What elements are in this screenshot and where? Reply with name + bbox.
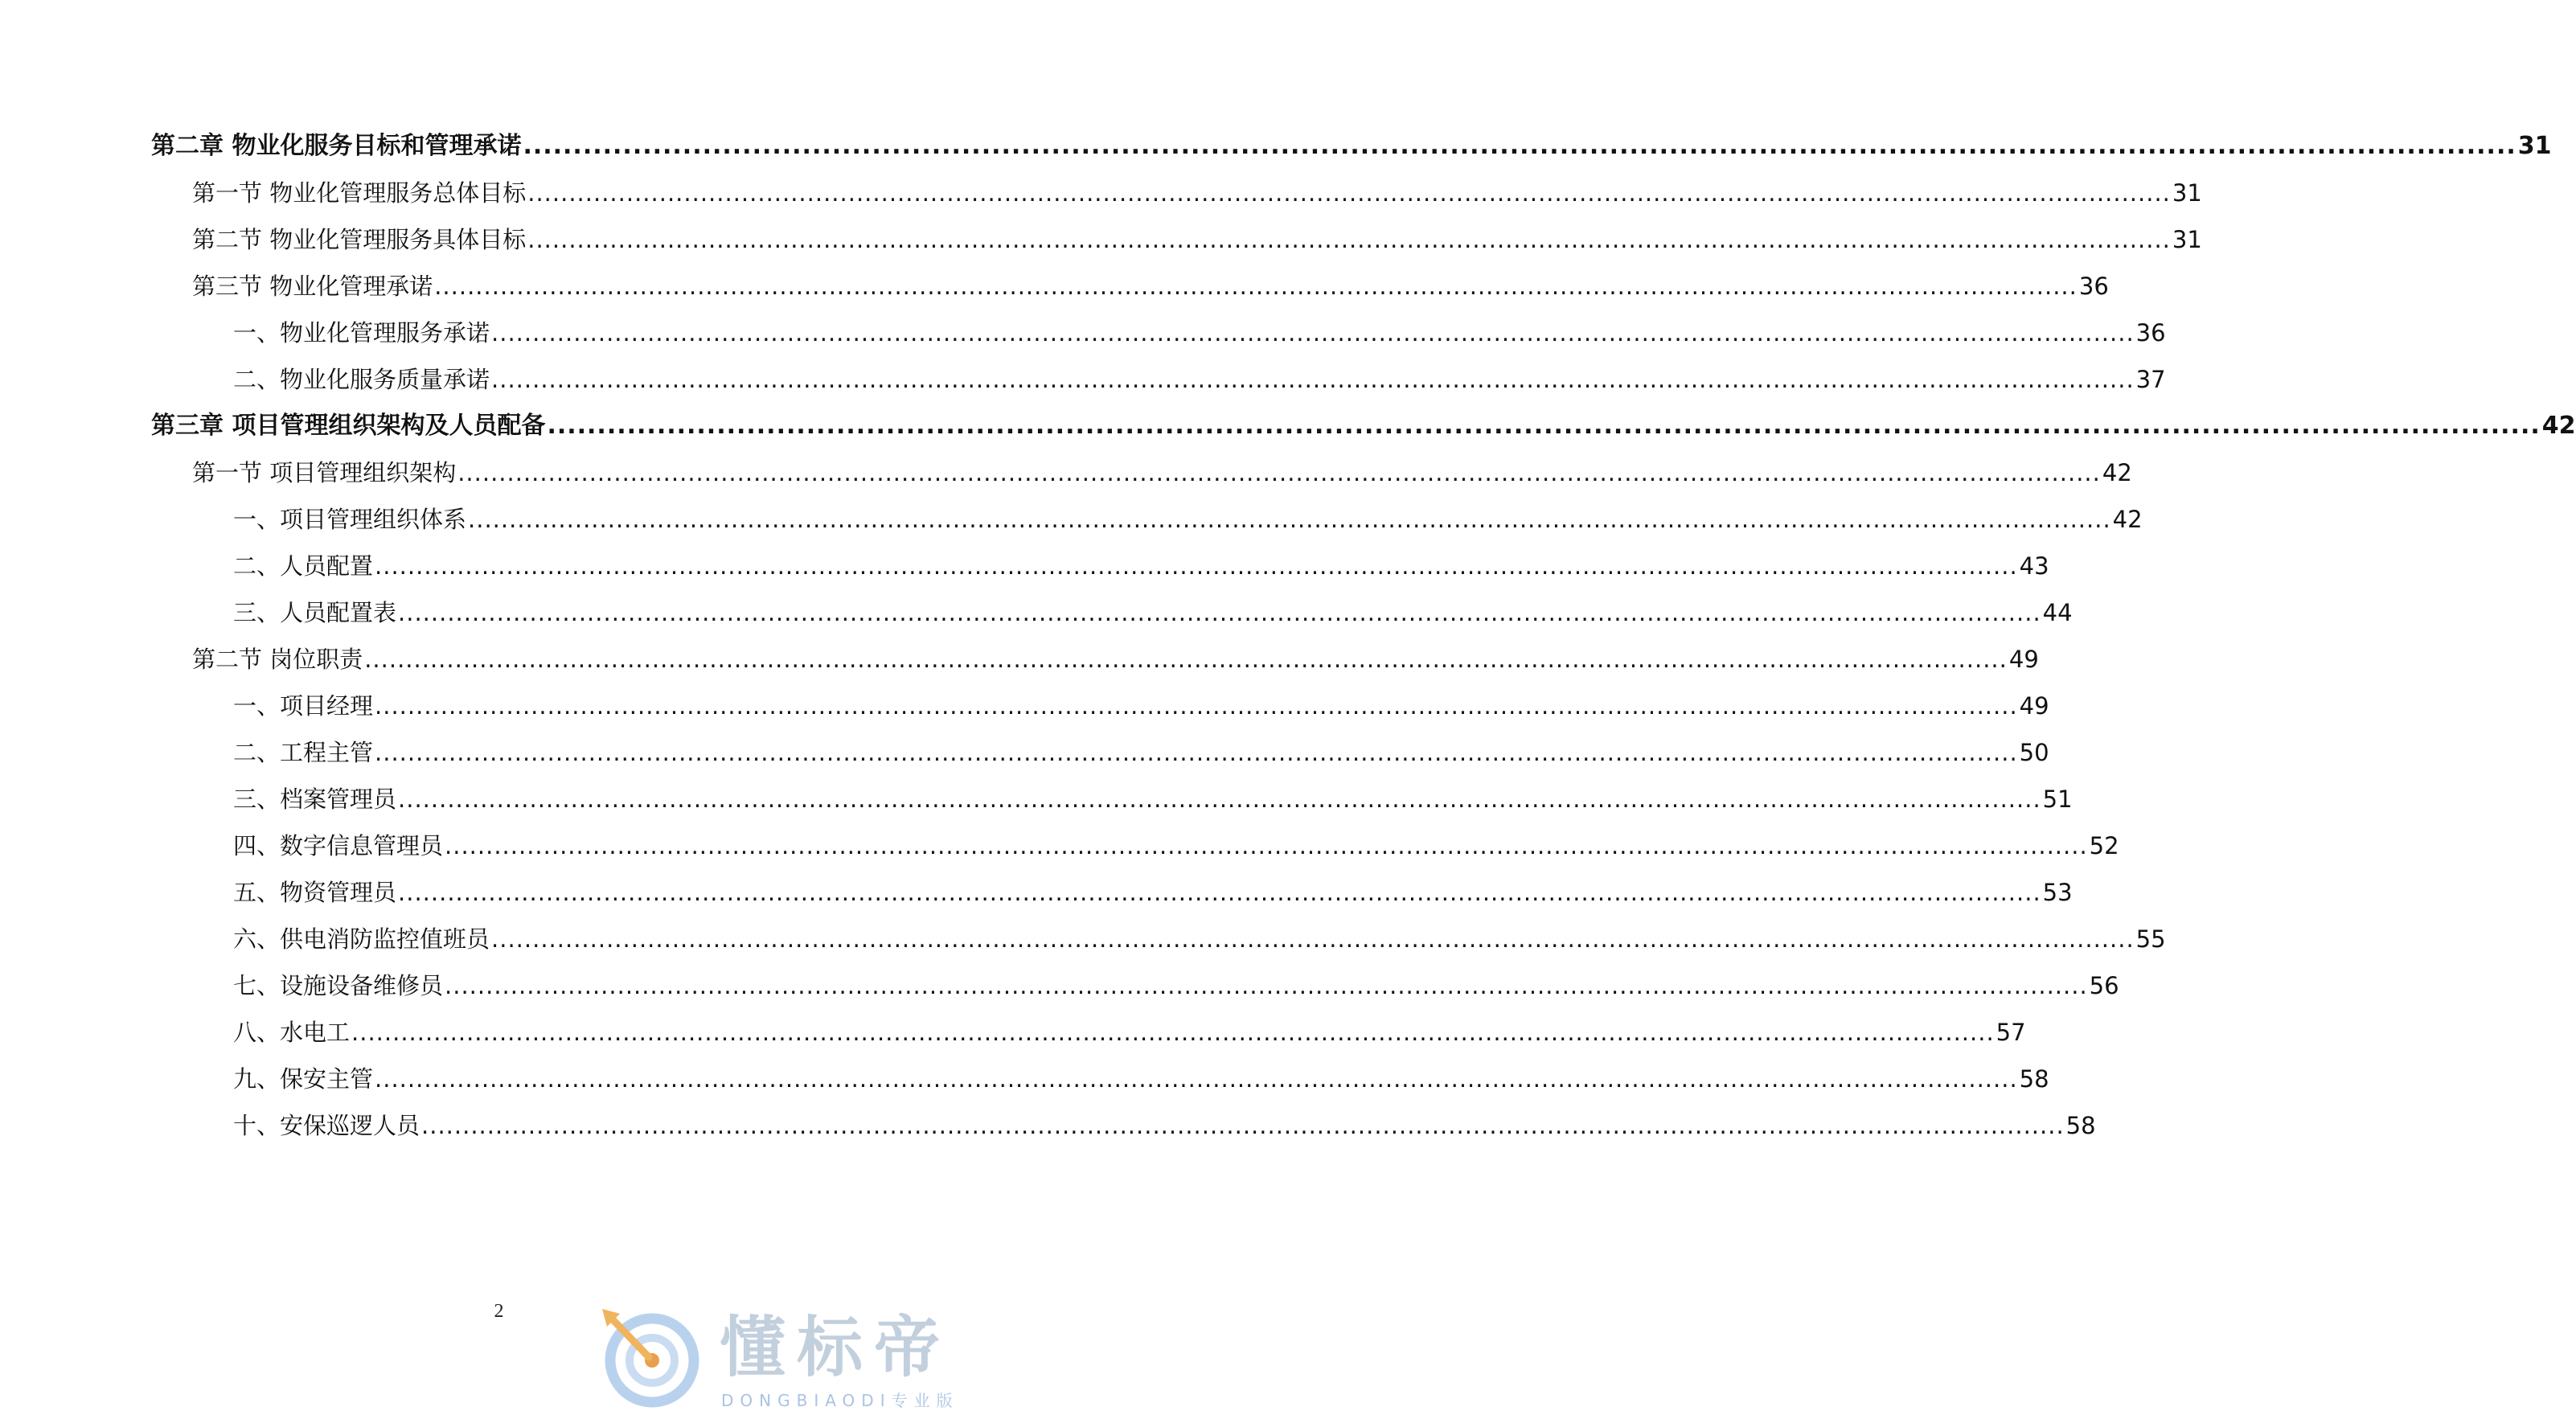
toc-dot-leader: ........................................................................................................................................................................................................ bbox=[375, 1065, 2018, 1093]
toc-entry[interactable] bbox=[233, 875, 2073, 910]
toc-entry-title: 六、供电消防监控值班员 bbox=[233, 925, 490, 953]
toc-entry-title: 二、物业化服务质量承诺 bbox=[233, 366, 490, 393]
toc-dot-leader: ........................................................................................................................................................................................................ bbox=[398, 599, 2041, 626]
toc-entry-page: 31 bbox=[2172, 179, 2202, 207]
toc-dot-leader: ........................................................................................................................................................................................................ bbox=[523, 132, 2517, 160]
toc-entry[interactable] bbox=[233, 1015, 2026, 1050]
toc-entry[interactable] bbox=[233, 1108, 2096, 1143]
watermark-brand: 懂标帝 bbox=[720, 1310, 952, 1386]
toc-entry-page: 36 bbox=[2135, 319, 2166, 347]
toc-entry[interactable] bbox=[151, 408, 2576, 444]
toc-entry-page: 58 bbox=[2019, 1065, 2049, 1093]
toc-entry-page: 52 bbox=[2089, 832, 2119, 859]
toc-dot-leader: ........................................................................................................................................................................................................ bbox=[421, 1112, 2065, 1139]
toc-dot-leader: ........................................................................................................................................................................................................ bbox=[351, 1019, 1995, 1046]
toc-entry[interactable] bbox=[233, 968, 2119, 1003]
toc-dot-leader: ........................................................................................................................................................................................................ bbox=[527, 179, 2171, 207]
toc-entry[interactable] bbox=[192, 269, 2109, 304]
toc-dot-leader: ........................................................................................................................................................................................................ bbox=[364, 646, 2008, 673]
toc-entry-title: 第二章 物业化服务目标和管理承诺 bbox=[151, 132, 522, 160]
toc-entry[interactable] bbox=[233, 688, 2049, 724]
toc-entry[interactable] bbox=[233, 921, 2166, 957]
toc-entry-title: 一、物业化管理服务承诺 bbox=[233, 319, 490, 347]
toc-entry[interactable] bbox=[192, 455, 2132, 490]
toc-dot-leader: ........................................................................................................................................................................................................ bbox=[527, 226, 2171, 253]
watermark-subtitle: DONGBIAODI专业版 bbox=[721, 1391, 959, 1410]
toc-entry-page: 51 bbox=[2042, 785, 2073, 813]
toc-entry[interactable] bbox=[233, 315, 2166, 351]
toc-entry[interactable] bbox=[233, 735, 2049, 770]
toc-dot-leader: ........................................................................................................................................................................................................ bbox=[457, 459, 2101, 486]
toc-entry-page: 57 bbox=[1996, 1019, 2026, 1046]
toc-dot-leader: ........................................................................................................................................................................................................ bbox=[375, 739, 2018, 766]
toc-dot-leader: ........................................................................................................................................................................................................ bbox=[445, 832, 2088, 859]
toc-entry-page: 50 bbox=[2019, 739, 2049, 766]
toc-entry-page: 37 bbox=[2135, 366, 2166, 393]
toc-entry-page: 42 bbox=[2112, 506, 2143, 533]
toc-entry-page: 42 bbox=[2102, 459, 2132, 486]
toc-entry-page: 44 bbox=[2042, 599, 2073, 626]
toc-entry[interactable] bbox=[233, 1061, 2049, 1097]
toc-entry-title: 十、安保巡逻人员 bbox=[233, 1112, 420, 1139]
page-number: 2 bbox=[494, 1301, 504, 1322]
toc-dot-leader: ........................................................................................................................................................................................................ bbox=[468, 506, 2111, 533]
toc-dot-leader: ........................................................................................................................................................................................................ bbox=[434, 273, 2078, 300]
toc-entry-title: 一、项目管理组织体系 bbox=[233, 506, 467, 533]
watermark bbox=[599, 1307, 985, 1410]
toc-entry-title: 三、人员配置表 bbox=[233, 599, 397, 626]
toc-entry-title: 第二节 物业化管理服务具体目标 bbox=[192, 226, 527, 253]
toc-entry[interactable] bbox=[192, 222, 2202, 257]
toc-dot-leader: ........................................................................................................................................................................................................ bbox=[547, 412, 2541, 440]
toc-entry[interactable] bbox=[233, 595, 2073, 630]
toc-entry[interactable] bbox=[233, 828, 2119, 863]
toc-dot-leader: ........................................................................................................................................................................................................ bbox=[398, 879, 2041, 906]
toc-entry-page: 53 bbox=[2042, 879, 2073, 906]
toc-entry-title: 八、水电工 bbox=[233, 1019, 351, 1046]
toc-entry[interactable] bbox=[192, 642, 2039, 677]
toc-entry-page: 42 bbox=[2541, 412, 2576, 440]
toc-entry-title: 二、人员配置 bbox=[233, 552, 374, 580]
toc-entry-page: 31 bbox=[2172, 226, 2202, 253]
toc-dot-leader: ........................................................................................................................................................................................................ bbox=[445, 972, 2088, 999]
toc-entry[interactable] bbox=[192, 175, 2202, 211]
toc-dot-leader: ........................................................................................................................................................................................................ bbox=[491, 366, 2135, 393]
toc-entry-page: 56 bbox=[2089, 972, 2119, 999]
toc-entry[interactable] bbox=[233, 362, 2166, 397]
toc-entry-title: 九、保安主管 bbox=[233, 1065, 374, 1093]
toc-entry[interactable] bbox=[233, 781, 2073, 817]
toc-entry[interactable] bbox=[233, 548, 2049, 584]
toc-dot-leader: ........................................................................................................................................................................................................ bbox=[375, 692, 2018, 720]
toc-entry-title: 第二节 岗位职责 bbox=[192, 646, 363, 673]
toc-dot-leader: ........................................................................................................................................................................................................ bbox=[491, 319, 2135, 347]
toc-entry-title: 一、项目经理 bbox=[233, 692, 374, 720]
toc-dot-leader: ........................................................................................................................................................................................................ bbox=[491, 925, 2135, 953]
toc-entry-title: 三、档案管理员 bbox=[233, 785, 397, 813]
toc-entry-page: 49 bbox=[2008, 646, 2039, 673]
toc-entry-title: 第一节 物业化管理服务总体目标 bbox=[192, 179, 527, 207]
toc-dot-leader: ........................................................................................................................................................................................................ bbox=[375, 552, 2018, 580]
toc-entry-page: 36 bbox=[2078, 273, 2109, 300]
toc-entry-page: 43 bbox=[2019, 552, 2049, 580]
toc-dot-leader: ........................................................................................................................................................................................................ bbox=[398, 785, 2041, 813]
target-arrow-icon bbox=[599, 1307, 703, 1410]
toc-entry-title: 第一节 项目管理组织架构 bbox=[192, 459, 457, 486]
toc-entry-page: 55 bbox=[2135, 925, 2166, 953]
toc-entry[interactable] bbox=[233, 502, 2143, 537]
toc-entry-title: 二、工程主管 bbox=[233, 739, 374, 766]
toc-entry-page: 49 bbox=[2019, 692, 2049, 720]
toc-entry-title: 第三章 项目管理组织架构及人员配备 bbox=[151, 412, 546, 440]
toc-entry-title: 五、物资管理员 bbox=[233, 879, 397, 906]
toc-entry-title: 四、数字信息管理员 bbox=[233, 832, 444, 859]
toc-entry-title: 七、设施设备维修员 bbox=[233, 972, 444, 999]
toc-entry-title: 第三节 物业化管理承诺 bbox=[192, 273, 433, 300]
toc-entry-page: 58 bbox=[2065, 1112, 2096, 1139]
toc-entry[interactable] bbox=[151, 129, 2552, 164]
toc-entry-page: 31 bbox=[2517, 132, 2552, 160]
